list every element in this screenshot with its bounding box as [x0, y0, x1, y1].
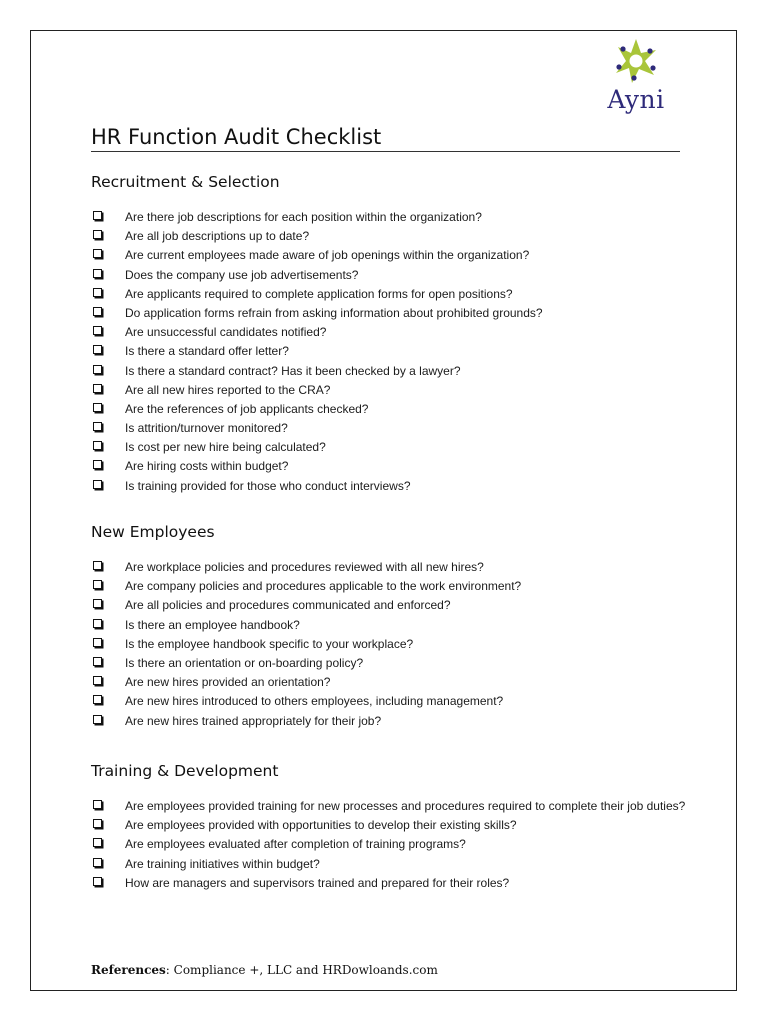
checklist-item	[91, 656, 691, 675]
checkbox[interactable]	[93, 657, 102, 666]
checkbox[interactable]	[93, 326, 102, 335]
section-heading: Recruitment & Selection	[91, 173, 280, 191]
references-footer	[91, 963, 438, 977]
checklist-item	[91, 675, 691, 694]
checklist-item	[91, 618, 691, 637]
checklist-item	[91, 325, 691, 344]
checklist-item-text: Is attrition/turnover monitored?	[125, 421, 288, 436]
checklist-item	[91, 579, 691, 598]
checklist-item	[91, 876, 691, 895]
checklist-item-text: Do application forms refrain from asking information about prohibited grounds?	[125, 305, 543, 320]
checklist-item-text: Is cost per new hire being calculated?	[125, 440, 326, 455]
checkbox[interactable]	[93, 877, 102, 886]
section-recruitment-selection	[91, 172, 691, 498]
section-training-development	[91, 761, 691, 895]
checklist-item	[91, 799, 691, 818]
checkbox[interactable]	[93, 422, 102, 431]
checklist	[91, 799, 691, 895]
checklist-item-text: Are unsuccessful candidates notified?	[125, 325, 327, 340]
section-heading: Training & Development	[91, 762, 279, 780]
checklist-item	[91, 210, 691, 229]
checkbox[interactable]	[93, 800, 102, 809]
checkbox[interactable]	[93, 819, 102, 828]
checklist-item	[91, 268, 691, 287]
checkbox[interactable]	[93, 858, 102, 867]
checklist-item-text: Are current employees made aware of job openings within the organization?	[125, 248, 530, 263]
checklist-item	[91, 560, 691, 579]
checklist-item-text: Are all policies and procedures communicated and enforced?	[125, 598, 451, 613]
checkbox[interactable]	[93, 384, 102, 393]
checkbox[interactable]	[93, 638, 102, 647]
logo-wordmark: Ayni	[607, 85, 665, 114]
document-page	[30, 30, 737, 991]
checkbox[interactable]	[93, 307, 102, 316]
section-heading: New Employees	[91, 523, 215, 541]
checklist-item-text: Is the employee handbook specific to your workplace?	[125, 636, 414, 651]
checklist-item-text: Are new hires introduced to others employees, including management?	[125, 694, 504, 709]
checkbox[interactable]	[93, 249, 102, 258]
ayni-logo	[596, 35, 676, 125]
checklist-item	[91, 818, 691, 837]
checkbox[interactable]	[93, 619, 102, 628]
checklist-item-text: Are employees provided training for new processes and procedures required to complete their job duties?	[125, 799, 686, 813]
checkbox[interactable]	[93, 460, 102, 469]
checkbox[interactable]	[93, 561, 102, 570]
checklist-item-text: Are all new hires reported to the CRA?	[125, 382, 331, 397]
checklist-item-text: Is there a standard contract? Has it been checked by a lawyer?	[125, 363, 461, 378]
checklist-item-text: Are all job descriptions up to date?	[125, 229, 310, 244]
checklist-item-text: Are the references of job applicants checked?	[125, 401, 369, 416]
section-new-employees	[91, 522, 691, 733]
checklist-item-text: Are new hires trained appropriately for their job?	[125, 713, 382, 728]
checklist-item-text: Are training initiatives within budget?	[125, 856, 320, 871]
checklist-item	[91, 694, 691, 713]
checklist-item	[91, 364, 691, 383]
checklist-item-text: Is there an employee handbook?	[125, 617, 300, 632]
checklist	[91, 560, 691, 733]
checkbox[interactable]	[93, 676, 102, 685]
checklist-item	[91, 637, 691, 656]
checklist-item-text: Are company policies and procedures applicable to the work environment?	[125, 579, 522, 594]
references-text: : Compliance +, LLC and HRDowloands.com	[165, 963, 438, 977]
checklist-item	[91, 714, 691, 733]
checklist-item-text: Are hiring costs within budget?	[125, 459, 289, 474]
checklist-item-text: Is there a standard offer letter?	[125, 344, 289, 359]
checkbox[interactable]	[93, 230, 102, 239]
title-underline	[91, 151, 680, 152]
checklist-item	[91, 229, 691, 248]
checklist-item	[91, 479, 691, 498]
checklist-item	[91, 306, 691, 325]
checklist-item-text: Is training provided for those who conduct interviews?	[125, 478, 411, 493]
checklist-item	[91, 857, 691, 876]
checklist-item-text: Does the company use job advertisements?	[125, 267, 359, 282]
checkbox[interactable]	[93, 269, 102, 278]
checkbox[interactable]	[93, 715, 102, 724]
checklist-item-text: Are there job descriptions for each position within the organization?	[125, 210, 482, 224]
checkbox[interactable]	[93, 838, 102, 847]
checklist-item-text: How are managers and supervisors trained and prepared for their roles?	[125, 875, 510, 890]
checklist-item	[91, 440, 691, 459]
checkbox[interactable]	[93, 403, 102, 412]
checklist-item-text: Are employees evaluated after completion of training programs?	[125, 837, 466, 852]
checklist-item	[91, 248, 691, 267]
checklist-item	[91, 598, 691, 617]
checkbox[interactable]	[93, 211, 102, 220]
checklist-item-text: Are employees provided with opportunities to develop their existing skills?	[125, 818, 517, 833]
checklist-item	[91, 421, 691, 440]
checklist-item	[91, 287, 691, 306]
checklist-item	[91, 402, 691, 421]
checkbox[interactable]	[93, 695, 102, 704]
star-burst-logo-icon	[596, 35, 676, 87]
checklist-item-text: Are workplace policies and procedures reviewed with all new hires?	[125, 560, 484, 574]
checklist-item	[91, 459, 691, 478]
checklist	[91, 210, 691, 498]
checkbox[interactable]	[93, 345, 102, 354]
checkbox[interactable]	[93, 441, 102, 450]
checkbox[interactable]	[93, 580, 102, 589]
checklist-item	[91, 383, 691, 402]
checkbox[interactable]	[93, 480, 102, 489]
page-title: HR Function Audit Checklist	[91, 125, 382, 149]
checklist-item-text: Is there an orientation or on-boarding policy?	[125, 655, 364, 670]
references-label: References	[91, 963, 166, 977]
checkbox[interactable]	[93, 288, 102, 297]
checklist-item	[91, 837, 691, 856]
checklist-item-text: Are new hires provided an orientation?	[125, 675, 331, 690]
checkbox[interactable]	[93, 599, 102, 608]
checklist-item-text: Are applicants required to complete application forms for open positions?	[125, 286, 513, 301]
checkbox[interactable]	[93, 365, 102, 374]
checklist-item	[91, 344, 691, 363]
